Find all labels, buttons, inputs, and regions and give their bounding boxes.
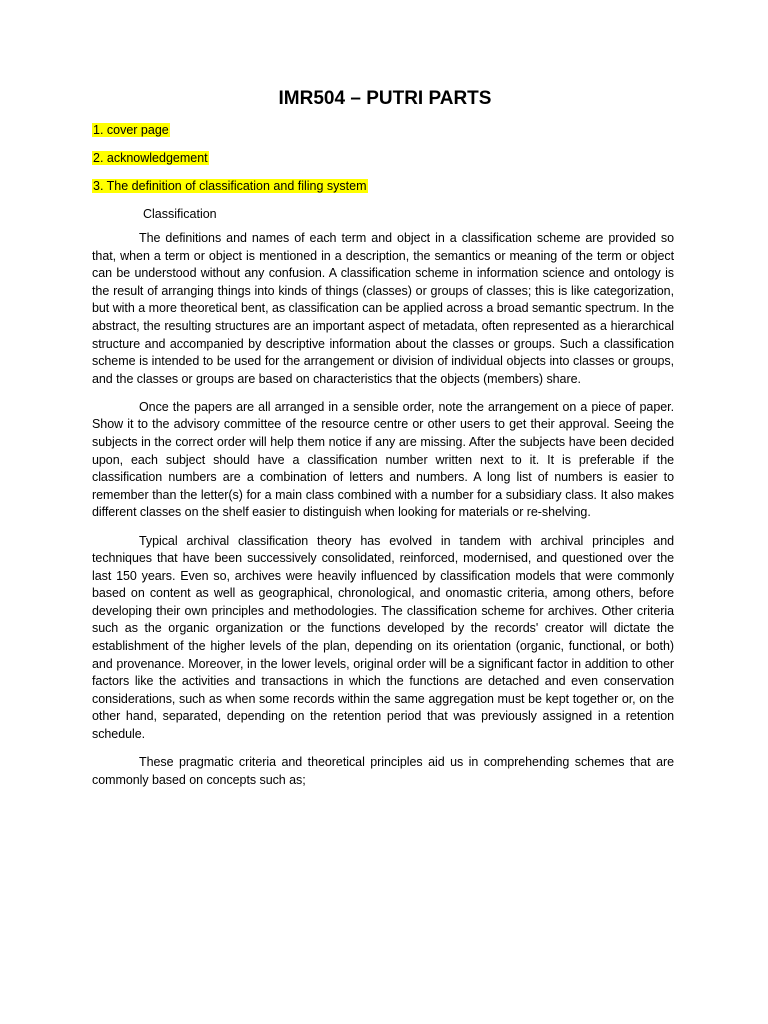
paragraph-archival-theory: Typical archival classification theory has evolved in tandem with archival principles and techniques that have been successively consolidated, reinforced, modernised, and questioned over the last 150 years. Even so, archives were heavily influenced by classification models that were commonly based on content as well as geographical, chronological, and onomastic criteria, among others, before developing their own principles and methodologies. The classification scheme for archives. Other criteria such as the organic organization or the functions developed by the records' creator will dictate the establishment of the higher levels of the plan, depending on its orientation (organic, functional, or both) and provenance. Moreover, in the lower levels, original order will be a significant factor in addition to other factors like the activities and transactions in which the functions are detached and even conservation considerations, such as when some records within the same aggregation must be kept together or, on the other hand, separated, depending on the retention period that was previously assigned in a retention schedule. (92, 533, 674, 742)
checklist-item-cover-page (92, 122, 674, 138)
document-title-rest: PUTRI PARTS (366, 88, 492, 109)
checklist-item-definition (92, 178, 674, 194)
document-title-code: IMR504 – (278, 88, 361, 109)
paragraph-classification-definition: The definitions and names of each term and object in a classification scheme are provided so that, when a term or object is mentioned in a description, the semantics or meaning of the term or object can be understood without any confusion. A classification scheme in information science and ontology is the result of arranging things into kinds of things (classes) or groups of classes; this is like categorization, but with a more theoretical bent, as classification can be applied across a broad semantic spectrum. In the abstract, the resulting structures are an important aspect of metadata, often represented as a hierarchical structure and accompanied by descriptive information about the classes or groups. Such a classification scheme is intended to be used for the arrangement or division of individual objects into classes or groups, and the classes or groups are based on characteristics that the objects (members) share. (92, 231, 674, 386)
highlighted-text: 3. The definition of classification and filing system (93, 179, 367, 193)
highlighted-text: 2. acknowledgement (93, 151, 208, 165)
paragraph-pragmatic-criteria: These pragmatic criteria and theoretical principles aid us in comprehending schemes that are commonly based on concepts such as; (92, 755, 674, 787)
checklist-item-acknowledgement (92, 150, 674, 166)
highlighted-text: 1. cover page (93, 123, 169, 137)
section-subheading: Classification (143, 207, 217, 221)
paragraph-arrangement: Once the papers are all arranged in a sensible order, note the arrangement on a piece of paper. Show it to the advisory committee of the resource centre or other users to get their approval. Seeing the subjects in the correct order will help them notice if any are missing. After the subjects have been decided upon, each subject should have a classification number written next to it. It is preferable if the classification numbers are a combination of letters and numbers. A long list of numbers is easier to remember than the letter(s) for a main class combined with a number for a subsidiary class. It also makes different classes on the shelf easier to distinguish when looking for materials or re-shelving. (92, 399, 674, 520)
document-title (92, 86, 674, 112)
document-page (92, 86, 674, 800)
